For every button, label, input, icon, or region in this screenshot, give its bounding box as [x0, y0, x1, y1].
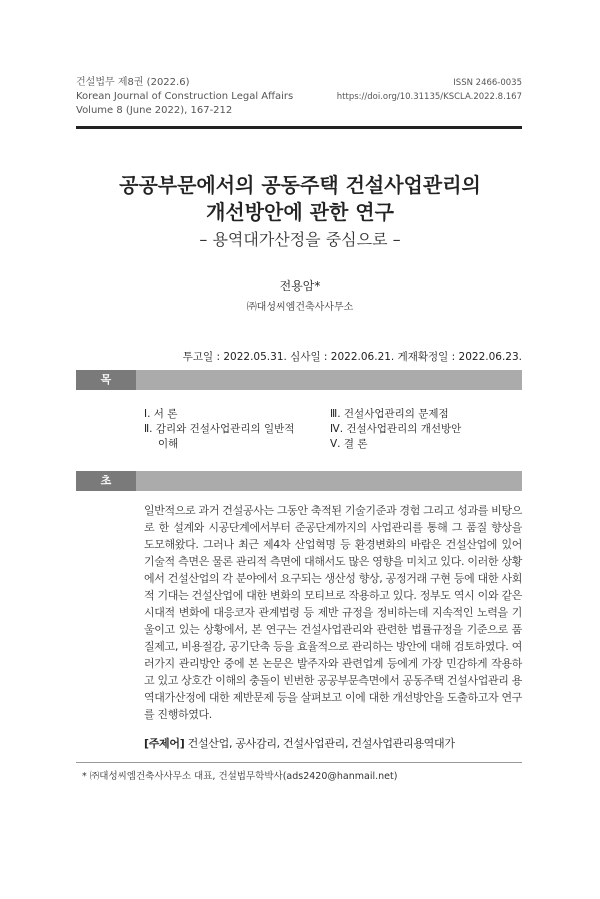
keywords-list: 건설산업, 공사감리, 건설사업관리, 건설사업관리용역대가 [187, 737, 455, 750]
doi-link[interactable]: https://doi.org/10.31135/KSCLA.2022.8.167 [336, 92, 522, 102]
toc-item-2-line1: Ⅱ. 감리와 건설사업관리의 일반적 [144, 423, 295, 435]
toc-item-3[interactable]: Ⅲ. 건설사업관리의 문제점 [330, 408, 449, 420]
toc-item-2-line2: 이해 [158, 438, 179, 450]
journal-volume-korean: 건설법무 제8권 (2022.6) [76, 77, 190, 88]
journal-volume-english: Volume 8 (June 2022), 167-212 [76, 105, 233, 116]
author-affiliation: ㈜대성씨엠건축사사무소 [246, 302, 354, 313]
author-name: 전용암* [279, 279, 321, 293]
paper-subtitle: – 용역대가산정을 중심으로 – [199, 230, 401, 249]
header-divider [76, 126, 522, 129]
journal-header [76, 76, 293, 118]
keywords-label: [주제어] [144, 737, 185, 750]
abstract-heading-bar [76, 471, 522, 507]
toc-item-1[interactable]: Ⅰ. 서 론 [144, 408, 178, 420]
paper-title-line1: 공공부문에서의 공동주택 건설사업관리의 [119, 173, 481, 197]
toc-item-2[interactable] [144, 422, 319, 452]
submission-dates: 투고일 : 2022.05.31. 심사일 : 2022.06.21. 게재확정일 : 2022.06.23. [182, 351, 522, 363]
issn: ISSN 2466-0035 [453, 78, 522, 88]
footnote-divider [76, 762, 522, 763]
toc-left-column [144, 407, 319, 452]
keywords [144, 735, 522, 751]
abstract-heading: 초 록 [76, 471, 136, 491]
toc-item-4[interactable]: Ⅳ. 건설사업관리의 개선방안 [330, 423, 462, 435]
toc-item-5[interactable]: Ⅴ. 결 론 [330, 438, 368, 450]
journal-identifiers [337, 76, 522, 104]
paper-title-line2: 개선방안에 관한 연구 [206, 200, 394, 224]
author-footnote: * ㈜대성씨엠건축사사무소 대표, 건설법무학박사(ads2420@hanmail.net) [82, 771, 398, 782]
toc-right-column [330, 407, 520, 452]
toc-heading: 목 차 [76, 370, 136, 390]
toc-heading-bar [76, 370, 522, 406]
journal-name-english: Korean Journal of Construction Legal Affairs [76, 91, 294, 102]
abstract-text: 일반적으로 과거 건설공사는 그동안 축적된 기술기준과 경험 그리고 성과를 비탕으로 한 설계와 시공단계에서부터 준공단계까지의 사업관리를 통해 그 품질 향상을 도모해왔다. 그러나 최근 제4차 산업혁명 등 환경변화의 바람은 건설산업에 있어 기술적 측면은 물론 관리적 측면에 대해서도 많은 영향을 미치고 있다. 이러한 상황에서 건설산업의 각 분야에서 요구되는 생산성 향상, 공정거래 구현 등에 대한 사회적 기대는 건설산업에 대한 변화의 모티브로 작용하고 있다. 정부도 역시 이와 같은 시대적 변화에 대응코자 관계법령 등 제반 규정을 정비하는데 지속적인 노력을 기울이고 있는 상황에서, 본 연구는 건설사업관리와 관련한 법률규정을 기준으로 품질제고, 비용절감, 공기단축 등을 효율적으로 관리하는 방안에 대해 검토하였다. 여러가지 관리방안 중에 본 논문은 발주자와 관련업계 등에게 가장 민감하게 작용하고 있고 상호간 이해의 충돌이 빈번한 공공부문측면에서 공동주택 건설사업관리 용역대가산정에 대한 제반문제 등을 살펴보고 이에 대한 개선방안을 도출하고자 연구를 진행하였다. [144, 504, 522, 721]
